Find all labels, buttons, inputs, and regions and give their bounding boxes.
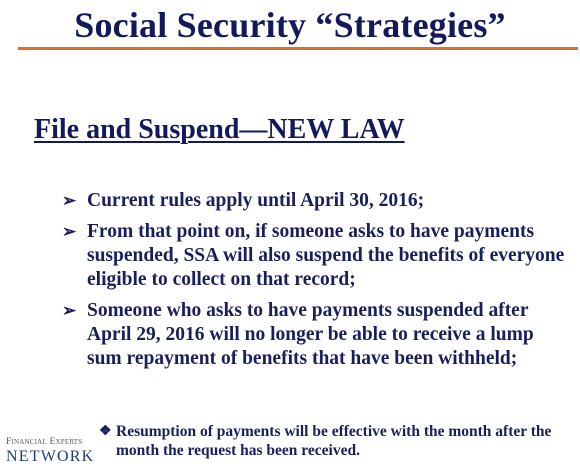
financial-experts-network-logo bbox=[6, 437, 96, 466]
logo-line-top: Financial Experts bbox=[6, 437, 83, 447]
title-divider bbox=[18, 47, 578, 50]
logo-line-bottom: NETWORK bbox=[6, 448, 95, 465]
bullet-text: From that point on, if someone asks to have payments suspended, SSA will also suspend the benefits of everyone eligible to collect on that record; bbox=[87, 221, 565, 290]
bullet-item bbox=[60, 189, 570, 213]
slide-title: Social Security “Strategies” bbox=[74, 5, 506, 45]
arrow-bullet-icon: ➢ bbox=[62, 222, 77, 241]
slide-subtitle: File and Suspend—NEW LAW bbox=[34, 114, 405, 145]
subbullet-list bbox=[99, 422, 574, 460]
bullet-item bbox=[60, 299, 570, 371]
bullet-text: Current rules apply until April 30, 2016; bbox=[87, 190, 425, 211]
arrow-bullet-icon: ➢ bbox=[62, 191, 77, 210]
bullet-item bbox=[60, 220, 570, 292]
bullet-text: Someone who asks to have payments suspended after April 29, 2016 will no longer be able to receive a lump sum repayment of benefits that have been withheld; bbox=[87, 300, 534, 369]
subbullet-text: Resumption of payments will be effective with the month after the month the request has been received. bbox=[116, 423, 552, 459]
subbullet-item bbox=[99, 422, 574, 460]
arrow-bullet-icon: ➢ bbox=[62, 301, 77, 320]
bullet-list bbox=[60, 189, 570, 378]
diamond-bullet-icon: ❖ bbox=[99, 424, 112, 439]
